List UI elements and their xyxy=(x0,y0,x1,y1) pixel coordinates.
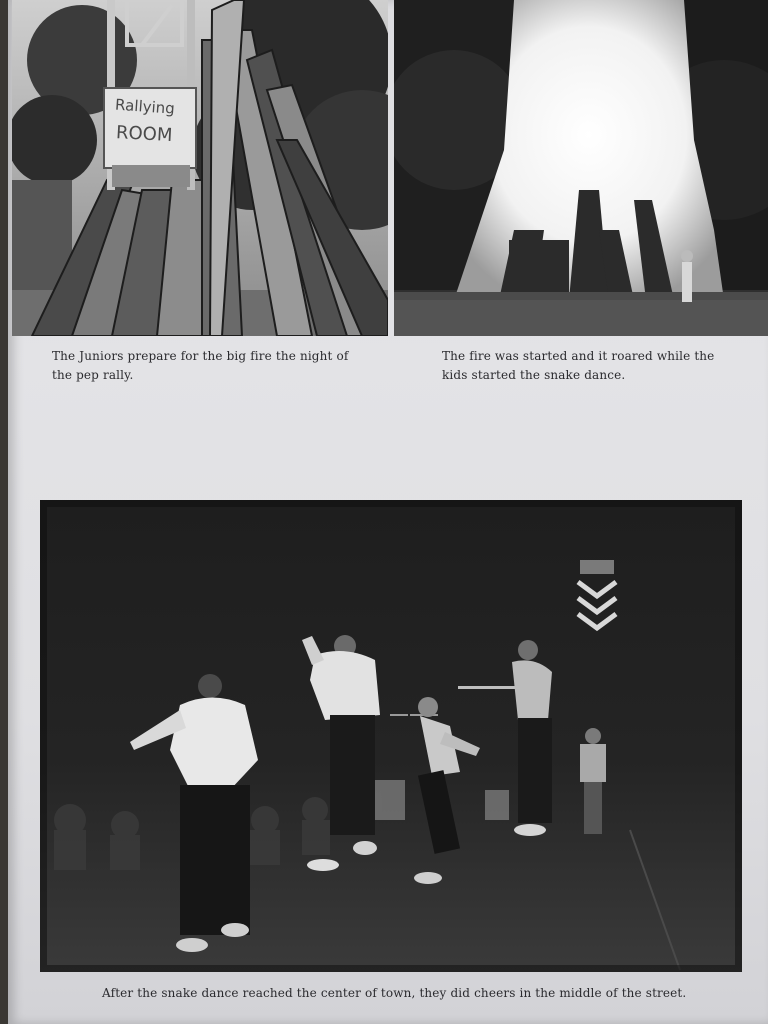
svg-text:ROOM: ROOM xyxy=(115,122,173,147)
photo-snake-dance xyxy=(40,500,742,972)
photo-roaring-fire xyxy=(394,0,768,336)
photo-bonfire-stack xyxy=(12,0,388,336)
caption-juniors-prepare: The Juniors prepare for the big fire the night of the pep rally. xyxy=(52,349,349,382)
svg-text:Rallying: Rallying xyxy=(114,95,176,118)
yearbook-page xyxy=(8,0,768,1024)
caption-snake-dance: After the snake dance reached the center of town, they did cheers in the middle of the street. xyxy=(102,986,687,1000)
caption-fire-started: The fire was started and it roared while the kids started the snake dance. xyxy=(442,349,715,382)
